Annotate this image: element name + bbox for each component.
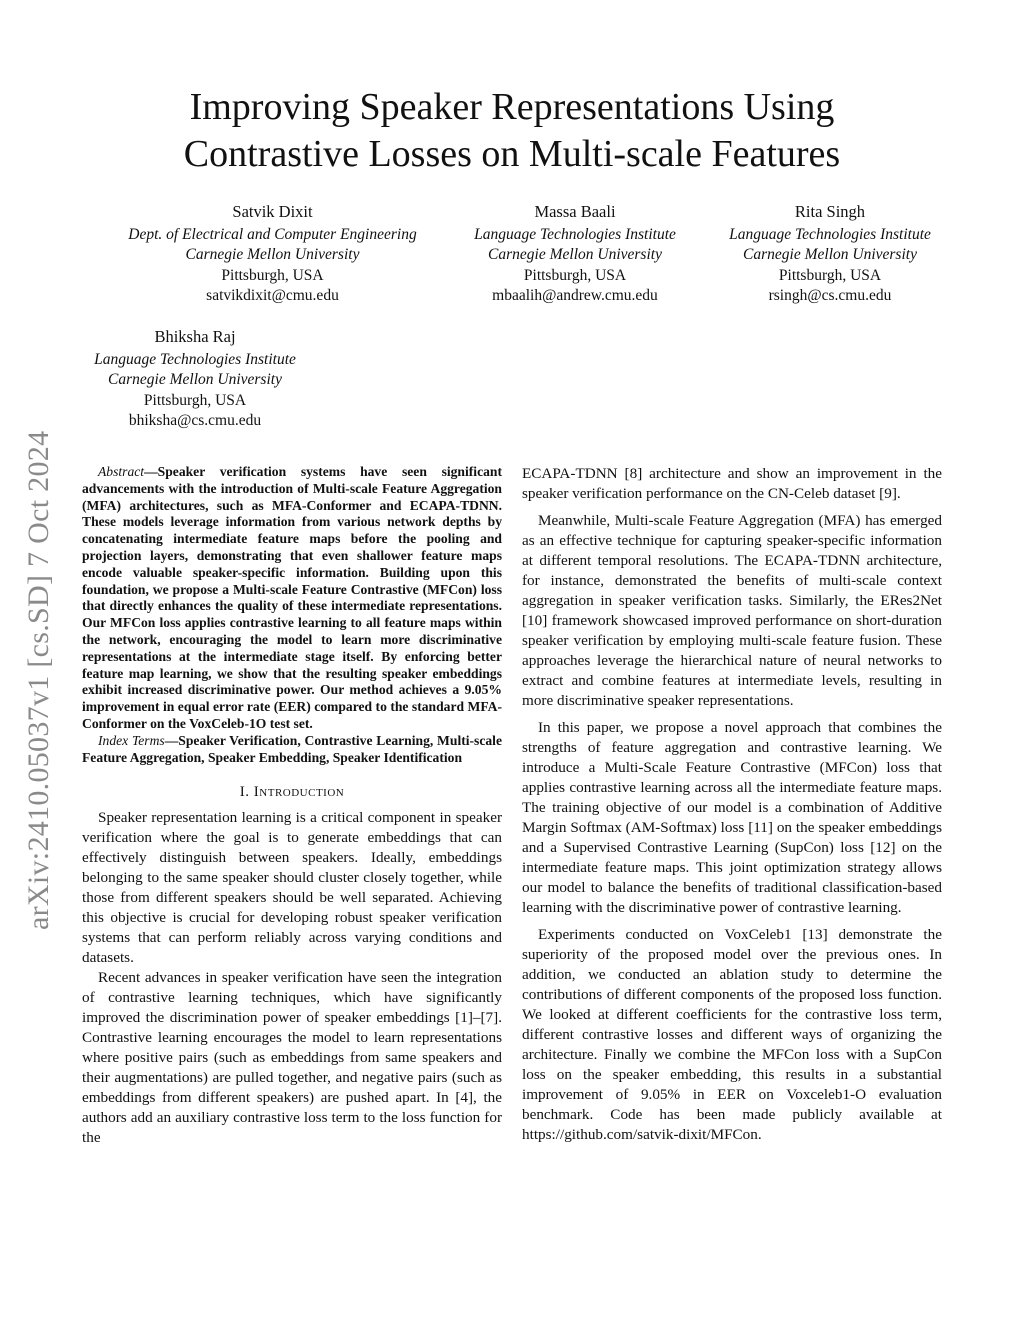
author-block xyxy=(445,202,705,307)
section-heading xyxy=(82,782,502,802)
author-univ: Carnegie Mellon University xyxy=(488,246,662,263)
author-block xyxy=(700,202,960,307)
author-dept: Language Technologies Institute xyxy=(94,350,296,368)
paragraph: Experiments conducted on VoxCeleb1 [13] demonstrate the superiority of the proposed model over the previous ones. In addition, we conducted an ablation study to determine the contributions of different components of the proposed loss function. We looked at different coefficients for the contrastive loss term, different contrastive losses and different ways of organizing the architecture. Finally we combine the MFCon loss with a SupCon loss on the speaker embedding, this results in a substantial improvement of 9.05% in EER on Voxceleb1-O evaluation benchmark. Code has been made publicly available at https://github.com/satvik-dixit/MFCon. xyxy=(522,926,942,1143)
author-name: Bhiksha Raj xyxy=(154,327,236,346)
author-univ: Carnegie Mellon University xyxy=(185,246,360,263)
author-name: Rita Singh xyxy=(794,202,866,221)
paragraph: Meanwhile, Multi-scale Feature Aggregation (MFA) has emerged as an effective technique for capturing speaker-specific information at different temporal resolutions. The ECAPA-TDNN architecture, for instance, demonstrated the benefits of multi-scale context aggregation in speaker verification tasks. Similarly, the ERes2Net [10] framework showcased improved performance on short-duration speaker verification by employing multi-scale feature fusion. These approaches leverage the hierarchical nature of neural networks to extract and combine features at intermediate levels, resulting in more discriminative speaker representations. xyxy=(522,512,942,709)
title-line-1: Improving Speaker Representations Using xyxy=(189,86,835,128)
index-terms xyxy=(82,733,502,767)
title-line-2: Contrastive Losses on Multi-scale Features xyxy=(183,133,841,175)
author-city: Pittsburgh, USA xyxy=(143,391,247,409)
paragraph: In this paper, we propose a novel approach that combines the strengths of feature aggregation and contrastive learning. We introduce a Multi-Scale Feature Contrastive (MFCon) loss that applies contrastive learning across all the intermediate feature maps. The training objective of our model is a combination of Additive Margin Softmax (AM-Softmax) loss [11] on the speaker embeddings and a Supervised Contrastive Learning (SupCon) loss [12] on the intermediate feature maps. This joint optimization strategy allows our model to balance the benefits of traditional classification-based learning with the discriminative power of contrastive learning. xyxy=(522,719,942,916)
author-univ: Carnegie Mellon University xyxy=(743,246,917,263)
section-number: I. xyxy=(239,784,250,801)
right-column xyxy=(522,464,942,1152)
author-email: bhiksha@cs.cmu.edu xyxy=(128,412,262,429)
paper-title xyxy=(0,84,1024,178)
abstract-label: Abstract xyxy=(98,464,145,479)
index-terms-text: —Speaker Verification, Contrastive Learning, Multi-scale Feature Aggregation, Speaker Embedding, Speaker Identification xyxy=(82,732,502,765)
abstract xyxy=(82,464,502,733)
author-email: satvikdixit@cmu.edu xyxy=(206,287,339,304)
section-title: Introduction xyxy=(253,784,345,801)
author-email: rsingh@cs.cmu.edu xyxy=(768,287,892,304)
paragraph: Recent advances in speaker verification have seen the integration of contrastive learning techniques, which have significantly improved the discrimination power of speaker embeddings [1]–[7]. Contrastive learning encourages the model to learn representations where positive pairs (such as embeddings from same speakers and their augmentations) are pulled together, and negative pairs (such as embeddings from different speakers) are pushed apart. In [4], the authors add an auxiliary contrastive loss term to the loss function for the xyxy=(82,969,502,1147)
author-name: Massa Baali xyxy=(534,202,616,221)
author-univ: Carnegie Mellon University xyxy=(108,371,282,388)
author-city: Pittsburgh, USA xyxy=(221,266,324,284)
author-city: Pittsburgh, USA xyxy=(778,266,882,284)
author-name: Satvik Dixit xyxy=(232,202,313,221)
index-terms-label: Index Terms xyxy=(98,732,165,748)
author-dept: Dept. of Electrical and Computer Engineering xyxy=(128,225,417,243)
abstract-text: —Speaker verification systems have seen significant advancements with the introduction of Multi-scale Feature Aggregation (MFA) architectures, such as MFA-Conformer and ECAPA-TDNN. These models leverage information from various network depths by concatenating intermediate feature maps before the pooling and projection layers, demonstrating that even shallower feature maps encode valuable speaker-specific information. Building upon this foundation, we propose a Multi-scale Feature Contrastive (MFCon) loss that directly enhances the quality of these intermediate representations. Our MFCon loss applies contrastive learning to all feature maps within the network, encouraging the model to learn more discriminative representations at the intermediate stage itself. By enforcing better feature map learning, we show that the resulting speaker embeddings exhibit increased discriminative power. Our method achieves a 9.05% improvement in equal error rate (EER) compared to the standard MFA-Conformer on the VoxCeleb-1O test set. xyxy=(82,464,502,731)
author-city: Pittsburgh, USA xyxy=(523,266,627,284)
arxiv-identifier: arXiv:2410.05037v1 [cs.SD] 7 Oct 2024 xyxy=(22,430,55,930)
paragraph: Speaker representation learning is a critical component in speaker verification where the goal is to generate embeddings that can effectively distinguish between speakers. Ideally, embeddings belonging to the same speaker should cluster closely together, while those from different speakers should be well separated. Achieving this objective is crucial for developing robust speaker verification systems that can perform reliably across varying conditions and datasets. xyxy=(82,809,502,967)
paragraph: ECAPA-TDNN [8] architecture and show an improvement in the speaker verification performance on the CN-Celeb dataset [9]. xyxy=(522,465,942,502)
author-block xyxy=(100,202,445,307)
author-block xyxy=(65,327,325,432)
author-dept: Language Technologies Institute xyxy=(474,225,676,243)
author-email: mbaalih@andrew.cmu.edu xyxy=(492,287,658,304)
left-column xyxy=(82,464,502,1148)
author-dept: Language Technologies Institute xyxy=(729,225,931,243)
